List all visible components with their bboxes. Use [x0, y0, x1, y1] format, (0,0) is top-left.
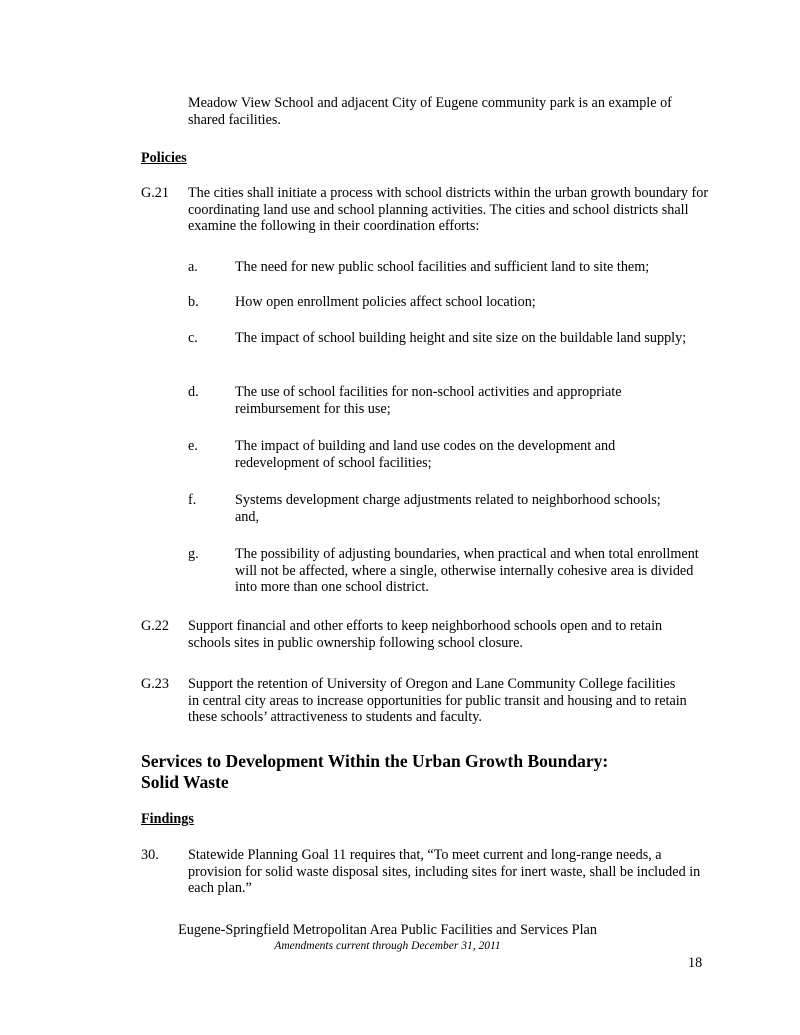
list-item: Systems development charge adjustments related to neighborhood schools; and, — [235, 492, 661, 525]
list-item-letter: e. — [188, 438, 198, 454]
list-item: The impact of school building height and site size on the buildable land supply; — [235, 330, 687, 346]
policy-number: G.22 — [141, 618, 169, 634]
list-item-letter: d. — [188, 384, 199, 400]
list-item-letter: c. — [188, 330, 198, 346]
policy-number: G.21 — [141, 185, 169, 201]
list-item: The need for new public school facilities and sufficient land to site them; — [235, 259, 650, 275]
list-item: The possibility of adjusting boundaries, when practical and when total enrollment will not be affected, where a single, otherwise internally cohesive area is divided into more than one school district. — [235, 546, 699, 595]
footer-title: Eugene-Springfield Metropolitan Area Public Facilities and Services Plan — [178, 922, 597, 938]
finding-text: Statewide Planning Goal 11 requires that, “To meet current and long-range needs, a provision for solid waste disposal sites, including sites for inert waste, shall be included in each plan.” — [188, 847, 701, 896]
page-number: 18 — [688, 955, 703, 971]
policy-text: The cities shall initiate a process with school districts within the urban growth boundary for coordinating land use and school planning activities. The cities and school districts shall examine the following in their coordination efforts: — [188, 185, 709, 234]
list-item: How open enrollment policies affect school location; — [235, 294, 536, 310]
section-title-line-1: Services to Development Within the Urban Growth Boundary: — [141, 751, 609, 771]
list-item-letter: g. — [188, 546, 199, 562]
policies-heading: Policies — [141, 150, 187, 166]
list-item: The impact of building and land use codes on the development and redevelopment of school facilities; — [235, 438, 616, 471]
list-item-letter: f. — [188, 492, 197, 508]
policy-number: G.23 — [141, 676, 169, 692]
list-item-letter: a. — [188, 259, 198, 275]
list-item-letter: b. — [188, 294, 199, 310]
section-title — [141, 751, 741, 793]
finding-number: 30. — [141, 847, 159, 863]
list-item: The use of school facilities for non-school activities and appropriate reimbursement for this use; — [235, 384, 622, 417]
footer-subtitle: Amendments current through December 31, 2011 — [274, 940, 501, 952]
policy-text: Support financial and other efforts to keep neighborhood schools open and to retain schools sites in public ownership following school closure. — [188, 618, 663, 651]
policy-text: Support the retention of University of Oregon and Lane Community College facilities in central city areas to increase opportunities for public transit and housing and to retain these schools’ attractiveness to students and faculty. — [188, 676, 687, 725]
findings-heading: Findings — [141, 811, 194, 827]
section-title-line-2: Solid Waste — [141, 772, 229, 792]
intro-paragraph: Meadow View School and adjacent City of Eugene community park is an example of shared facilities. — [188, 95, 672, 128]
